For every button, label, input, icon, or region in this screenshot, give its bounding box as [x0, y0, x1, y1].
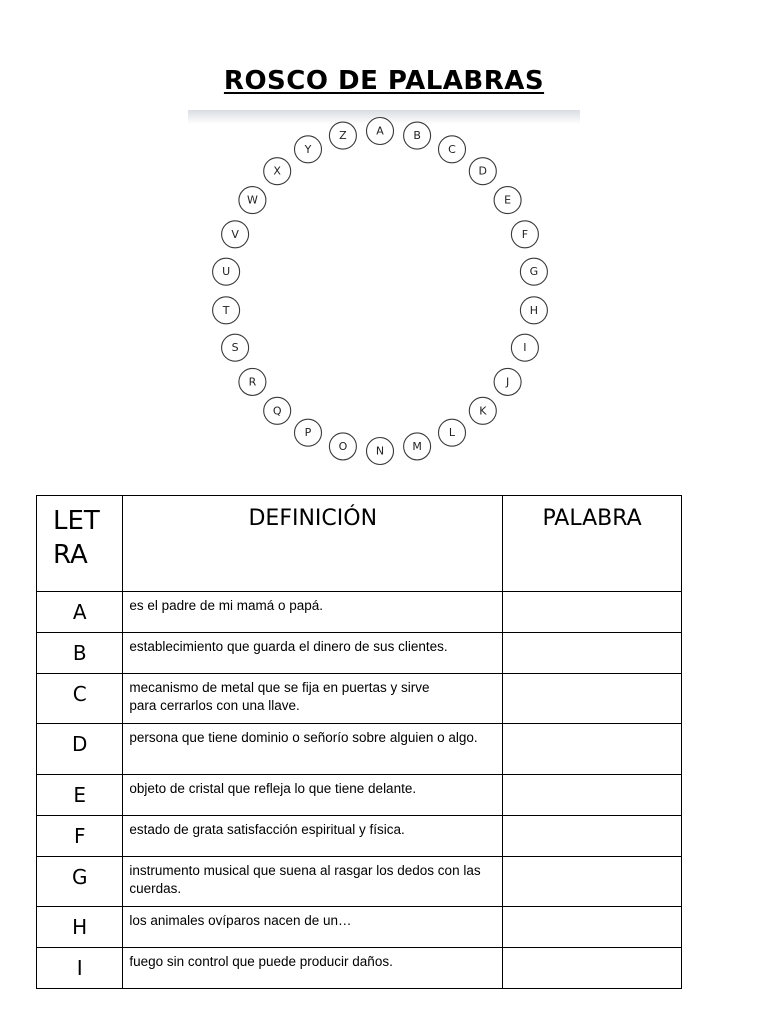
svg-text:X: X: [273, 164, 281, 178]
row-word-field[interactable]: [503, 907, 682, 948]
wheel-letter-a: [367, 118, 394, 145]
row-definition: mecanismo de metal que se fija en puertas y sirve para cerrarlos con una llave.: [123, 674, 503, 724]
table-row: [37, 816, 682, 857]
row-letter: H: [37, 907, 123, 948]
wheel-letter-l: [439, 419, 466, 446]
table-row: [37, 907, 682, 948]
wheel-letter-k: [469, 397, 496, 424]
wheel-letter-m: [404, 433, 431, 460]
table-row: [37, 633, 682, 674]
table-row: [37, 724, 682, 775]
row-definition: estado de grata satisfacción espiritual y física.: [123, 816, 503, 857]
header-palabra: PALABRA: [503, 496, 682, 592]
svg-text:O: O: [338, 439, 348, 453]
wheel-letter-x: [264, 158, 291, 185]
page-title: ROSCO DE PALABRAS: [223, 66, 545, 96]
row-letter: G: [37, 857, 123, 907]
svg-text:B: B: [413, 129, 421, 143]
table-row: [37, 857, 682, 907]
svg-text:C: C: [448, 142, 456, 156]
svg-text:Y: Y: [304, 142, 312, 156]
row-definition: establecimiento que guarda el dinero de sus clientes.: [123, 633, 503, 674]
row-definition: es el padre de mi mamá o papá.: [123, 592, 503, 633]
wheel-letter-g: [520, 258, 547, 285]
svg-text:Z: Z: [339, 129, 347, 143]
row-letter: A: [37, 592, 123, 633]
row-letter: D: [37, 724, 123, 775]
table-row: [37, 592, 682, 633]
row-definition: instrumento musical que suena al rasgar los dedos con las cuerdas.: [123, 857, 503, 907]
svg-text:L: L: [448, 426, 456, 440]
wheel-letter-z: [329, 122, 356, 149]
svg-text:Q: Q: [272, 404, 282, 418]
wheel-letter-e: [494, 187, 521, 214]
wheel-letter-o: [329, 433, 356, 460]
svg-text:G: G: [529, 265, 539, 279]
svg-text:K: K: [479, 404, 487, 418]
svg-text:S: S: [231, 341, 239, 355]
row-word-field[interactable]: [503, 674, 682, 724]
row-definition: objeto de cristal que refleja lo que tiene delante.: [123, 775, 503, 816]
wheel-letter-t: [213, 297, 240, 324]
row-letter: I: [37, 948, 123, 989]
definitions-table: [36, 495, 682, 989]
wheel-letter-j: [494, 368, 521, 395]
svg-text:H: H: [529, 303, 539, 317]
row-word-field[interactable]: [503, 724, 682, 775]
svg-text:N: N: [375, 444, 385, 458]
svg-text:P: P: [304, 426, 312, 440]
header-definicion: DEFINICIÓN: [123, 496, 503, 592]
row-definition: los animales ovíparos nacen de un…: [123, 907, 503, 948]
row-word-field[interactable]: [503, 816, 682, 857]
wheel-letter-v: [222, 221, 249, 248]
header-letra: LET RA: [37, 496, 123, 592]
row-word-field[interactable]: [503, 948, 682, 989]
table-row: [37, 674, 682, 724]
row-letter: B: [37, 633, 123, 674]
svg-text:J: J: [505, 375, 510, 389]
wheel-letter-f: [511, 221, 538, 248]
wheel-letter-p: [295, 419, 322, 446]
row-word-field[interactable]: [503, 857, 682, 907]
table-header-row: [37, 496, 682, 592]
svg-text:V: V: [231, 227, 239, 241]
svg-text:R: R: [248, 375, 257, 389]
row-definition: persona que tiene dominio o señorío sobre alguien o algo.: [123, 724, 503, 775]
row-letter: E: [37, 775, 123, 816]
wheel-letter-y: [295, 136, 322, 163]
wheel-letter-u: [213, 258, 240, 285]
svg-text:I: I: [523, 341, 527, 355]
svg-text:M: M: [412, 439, 422, 453]
letter-wheel-svg: [188, 110, 580, 472]
svg-text:E: E: [504, 193, 512, 207]
svg-text:A: A: [376, 124, 384, 138]
row-definition: fuego sin control que puede producir daños.: [123, 948, 503, 989]
row-word-field[interactable]: [503, 633, 682, 674]
table-row: [37, 948, 682, 989]
row-word-field[interactable]: [503, 592, 682, 633]
wheel-letter-q: [264, 397, 291, 424]
svg-text:W: W: [246, 193, 258, 207]
wheel-letter-i: [511, 334, 538, 361]
svg-text:F: F: [521, 227, 529, 241]
wheel-letter-h: [520, 297, 547, 324]
wheel-letter-b: [404, 122, 431, 149]
wheel-letter-w: [239, 187, 266, 214]
svg-text:D: D: [478, 164, 488, 178]
row-letter: C: [37, 674, 123, 724]
svg-text:U: U: [222, 265, 231, 279]
wheel-letter-n: [367, 438, 394, 465]
wheel-letter-c: [439, 136, 466, 163]
letter-wheel: [188, 110, 580, 472]
wheel-letter-s: [222, 334, 249, 361]
svg-text:T: T: [222, 303, 230, 317]
row-word-field[interactable]: [503, 775, 682, 816]
row-letter: F: [37, 816, 123, 857]
wheel-letter-r: [239, 368, 266, 395]
wheel-letter-d: [469, 158, 496, 185]
table-row: [37, 775, 682, 816]
